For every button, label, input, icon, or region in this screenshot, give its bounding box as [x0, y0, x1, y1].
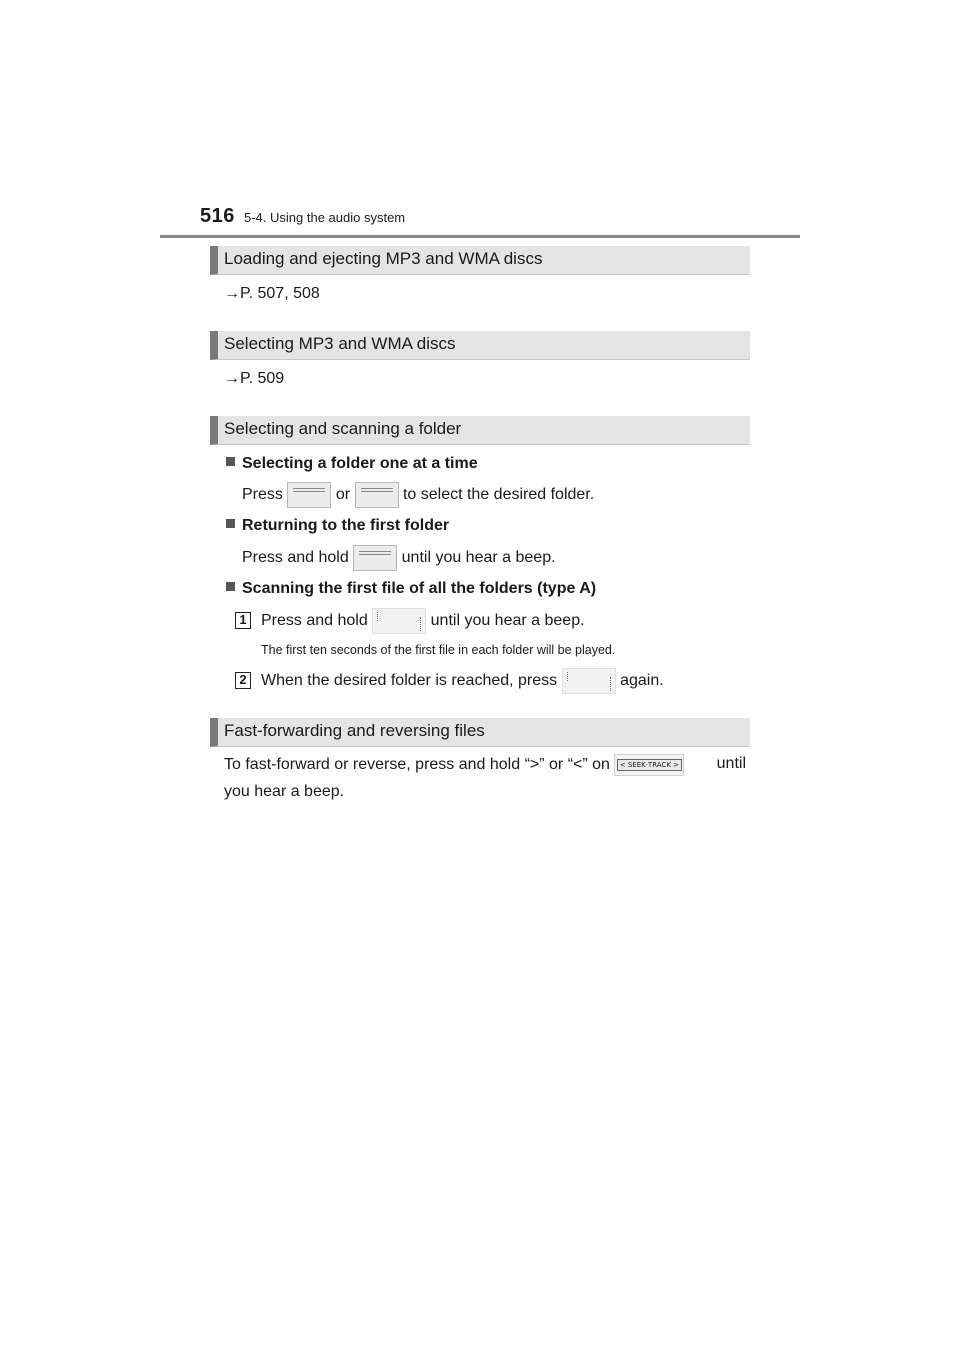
folder-button-icon	[353, 545, 397, 571]
heading-selecting-discs	[210, 331, 750, 360]
ffrev-instruction-line-2: you hear a beep.	[224, 783, 345, 800]
heading-text: Selecting and scanning a folder	[224, 419, 462, 438]
ffrev-instruction-line-1: To fast-forward or reverse, press and hold “>” or “<” on < SEEK·TRACK > until	[224, 754, 746, 776]
step-number-1: 1	[235, 612, 251, 629]
subheading-return-first-folder: Returning to the first folder	[226, 516, 449, 535]
scan-button-icon	[372, 608, 426, 634]
page-number: 516	[200, 205, 235, 227]
folder-down-button-icon	[355, 482, 399, 508]
heading-text: Selecting MP3 and WMA discs	[224, 334, 456, 353]
step-2-instruction: When the desired folder is reached, press again.	[261, 668, 664, 694]
section-reference: 5-4. Using the audio system	[244, 210, 406, 225]
heading-fast-forward-reverse	[210, 718, 750, 747]
heading-loading-ejecting	[210, 246, 750, 275]
step-1-instruction: Press and hold until you hear a beep.	[261, 608, 585, 634]
subheading-scan-folders: Scanning the first file of all the folders (type A)	[226, 579, 596, 598]
bullet-square-icon	[226, 519, 235, 528]
heading-selecting-scanning-folder	[210, 416, 750, 445]
heading-text: Fast-forwarding and reversing files	[224, 721, 485, 740]
bullet-square-icon	[226, 582, 235, 591]
scan-button-icon	[562, 668, 616, 694]
instruction-select-folder: Press or to select the desired folder.	[242, 482, 594, 508]
page-reference-link[interactable]: →P. 507, 508	[224, 285, 320, 302]
page-reference-link[interactable]: →P. 509	[224, 370, 285, 387]
instruction-return-first-folder: Press and hold until you hear a beep.	[242, 545, 556, 571]
folder-up-button-icon	[287, 482, 331, 508]
step-number-2: 2	[235, 672, 251, 689]
page-header	[160, 205, 800, 238]
bullet-square-icon	[226, 457, 235, 466]
subheading-select-folder: Selecting a folder one at a time	[226, 454, 478, 473]
step-1-note: The first ten seconds of the first file in each folder will be played.	[261, 643, 616, 657]
seek-track-button-icon: < SEEK·TRACK >	[614, 754, 684, 776]
heading-text: Loading and ejecting MP3 and WMA discs	[224, 249, 543, 268]
